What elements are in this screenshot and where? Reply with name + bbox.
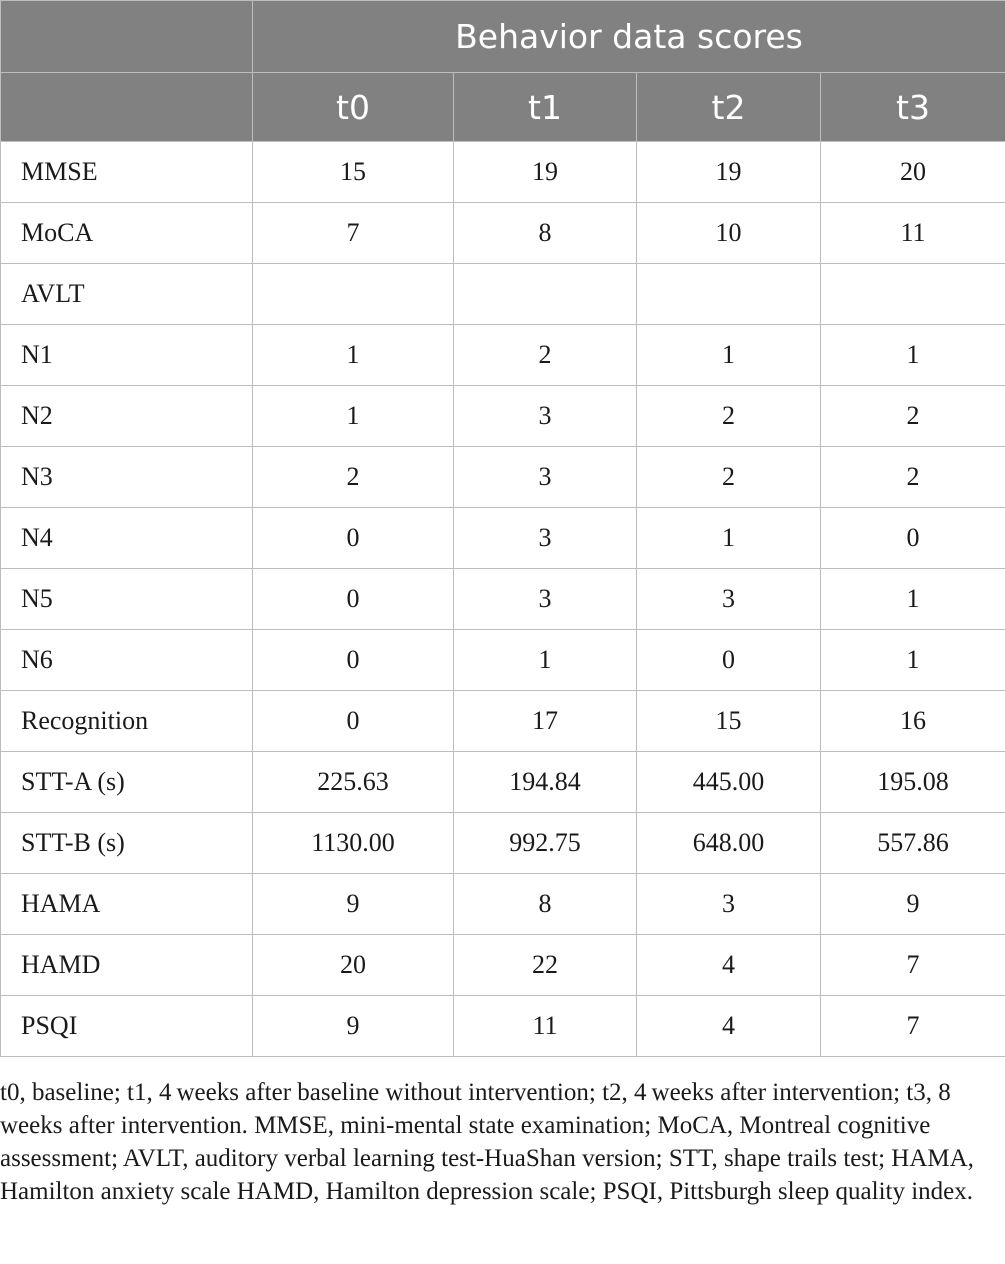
table-cell: 19 (637, 142, 821, 203)
row-label: PSQI (1, 996, 253, 1057)
table-cell: 8 (454, 874, 637, 935)
header-row-timepoints (1, 73, 1005, 142)
row-label: HAMA (1, 874, 253, 935)
table-cell: 2 (637, 386, 821, 447)
table-cell: 648.00 (637, 813, 821, 874)
table-row (1, 447, 1005, 508)
table-cell: 22 (454, 935, 637, 996)
table-cell: 16 (821, 691, 1005, 752)
row-label: Recognition (1, 691, 253, 752)
table-cell: 1 (821, 569, 1005, 630)
table-cell: 4 (637, 935, 821, 996)
column-header-t3: t3 (821, 73, 1005, 142)
row-label: HAMD (1, 935, 253, 996)
table-cell (637, 264, 821, 325)
table-cell: 1 (821, 630, 1005, 691)
table-cell: 9 (253, 874, 454, 935)
column-header-t2: t2 (637, 73, 821, 142)
header-corner-cell (1, 1, 253, 73)
table-cell: 3 (454, 447, 637, 508)
table-footnote: t0, baseline; t1, 4 weeks after baseline without intervention; t2, 4 weeks after intervention; t3, 8 weeks after intervention. MMSE, mini-mental state examination; MoCA, Montreal cognitive assessment; AVLT, auditory verbal learning test-HuaShan version; STT, shape trails test; HAMA, Hamilton anxiety scale HAMD, Hamilton depression scale; PSQI, Pittsburgh sleep quality index. (0, 1079, 974, 1205)
table-row (1, 142, 1005, 203)
table-cell: 3 (454, 508, 637, 569)
table-row (1, 691, 1005, 752)
table-cell: 11 (454, 996, 637, 1057)
table-body (1, 142, 1005, 1057)
table-row (1, 874, 1005, 935)
table-cell: 0 (253, 508, 454, 569)
table-cell: 445.00 (637, 752, 821, 813)
table-cell: 1 (253, 325, 454, 386)
table-cell: 0 (253, 569, 454, 630)
row-label: MMSE (1, 142, 253, 203)
table-cell (454, 264, 637, 325)
row-label: N2 (1, 386, 253, 447)
table-cell: 1 (253, 386, 454, 447)
table-cell: 20 (821, 142, 1005, 203)
table-cell: 7 (821, 996, 1005, 1057)
group-header: Behavior data scores (253, 1, 1005, 73)
table-cell: 9 (821, 874, 1005, 935)
table-row (1, 996, 1005, 1057)
table-cell: 9 (253, 996, 454, 1057)
table-cell: 7 (253, 203, 454, 264)
table-cell: 1 (637, 325, 821, 386)
table-cell: 17 (454, 691, 637, 752)
column-header-t0: t0 (253, 73, 454, 142)
table-cell: 0 (821, 508, 1005, 569)
table-cell: 0 (637, 630, 821, 691)
row-label: AVLT (1, 264, 253, 325)
row-label: N3 (1, 447, 253, 508)
table-cell (253, 264, 454, 325)
table-cell: 0 (253, 691, 454, 752)
table-row (1, 752, 1005, 813)
table-cell (821, 264, 1005, 325)
table-cell: 7 (821, 935, 1005, 996)
row-label: STT-B (s) (1, 813, 253, 874)
table-cell: 3 (454, 386, 637, 447)
table-row (1, 630, 1005, 691)
table-row (1, 325, 1005, 386)
table-cell: 4 (637, 996, 821, 1057)
header-corner-cell (1, 73, 253, 142)
table-cell: 1 (637, 508, 821, 569)
table-row (1, 386, 1005, 447)
table-row (1, 569, 1005, 630)
row-label: N6 (1, 630, 253, 691)
table-cell: 2 (253, 447, 454, 508)
column-header-t1: t1 (454, 73, 637, 142)
table-cell: 15 (637, 691, 821, 752)
table-cell: 10 (637, 203, 821, 264)
table-cell: 15 (253, 142, 454, 203)
table-cell: 195.08 (821, 752, 1005, 813)
table-cell: 225.63 (253, 752, 454, 813)
table-cell: 0 (253, 630, 454, 691)
table-row (1, 508, 1005, 569)
row-label: N1 (1, 325, 253, 386)
table-row (1, 264, 1005, 325)
table-row (1, 203, 1005, 264)
table-row (1, 935, 1005, 996)
table-cell: 557.86 (821, 813, 1005, 874)
row-label: N4 (1, 508, 253, 569)
table-cell: 11 (821, 203, 1005, 264)
table-row (1, 813, 1005, 874)
table-cell: 2 (821, 447, 1005, 508)
table-cell: 2 (637, 447, 821, 508)
table-cell: 1 (821, 325, 1005, 386)
table-cell: 3 (454, 569, 637, 630)
table-cell: 1 (454, 630, 637, 691)
table-cell: 3 (637, 874, 821, 935)
table-cell: 19 (454, 142, 637, 203)
table-cell: 2 (821, 386, 1005, 447)
table-cell: 1130.00 (253, 813, 454, 874)
table-cell: 2 (454, 325, 637, 386)
table-cell: 3 (637, 569, 821, 630)
row-label: MoCA (1, 203, 253, 264)
table-cell: 20 (253, 935, 454, 996)
row-label: STT-A (s) (1, 752, 253, 813)
header-row-group (1, 1, 1005, 73)
row-label: N5 (1, 569, 253, 630)
table-cell: 992.75 (454, 813, 637, 874)
table-cell: 194.84 (454, 752, 637, 813)
table-cell: 8 (454, 203, 637, 264)
